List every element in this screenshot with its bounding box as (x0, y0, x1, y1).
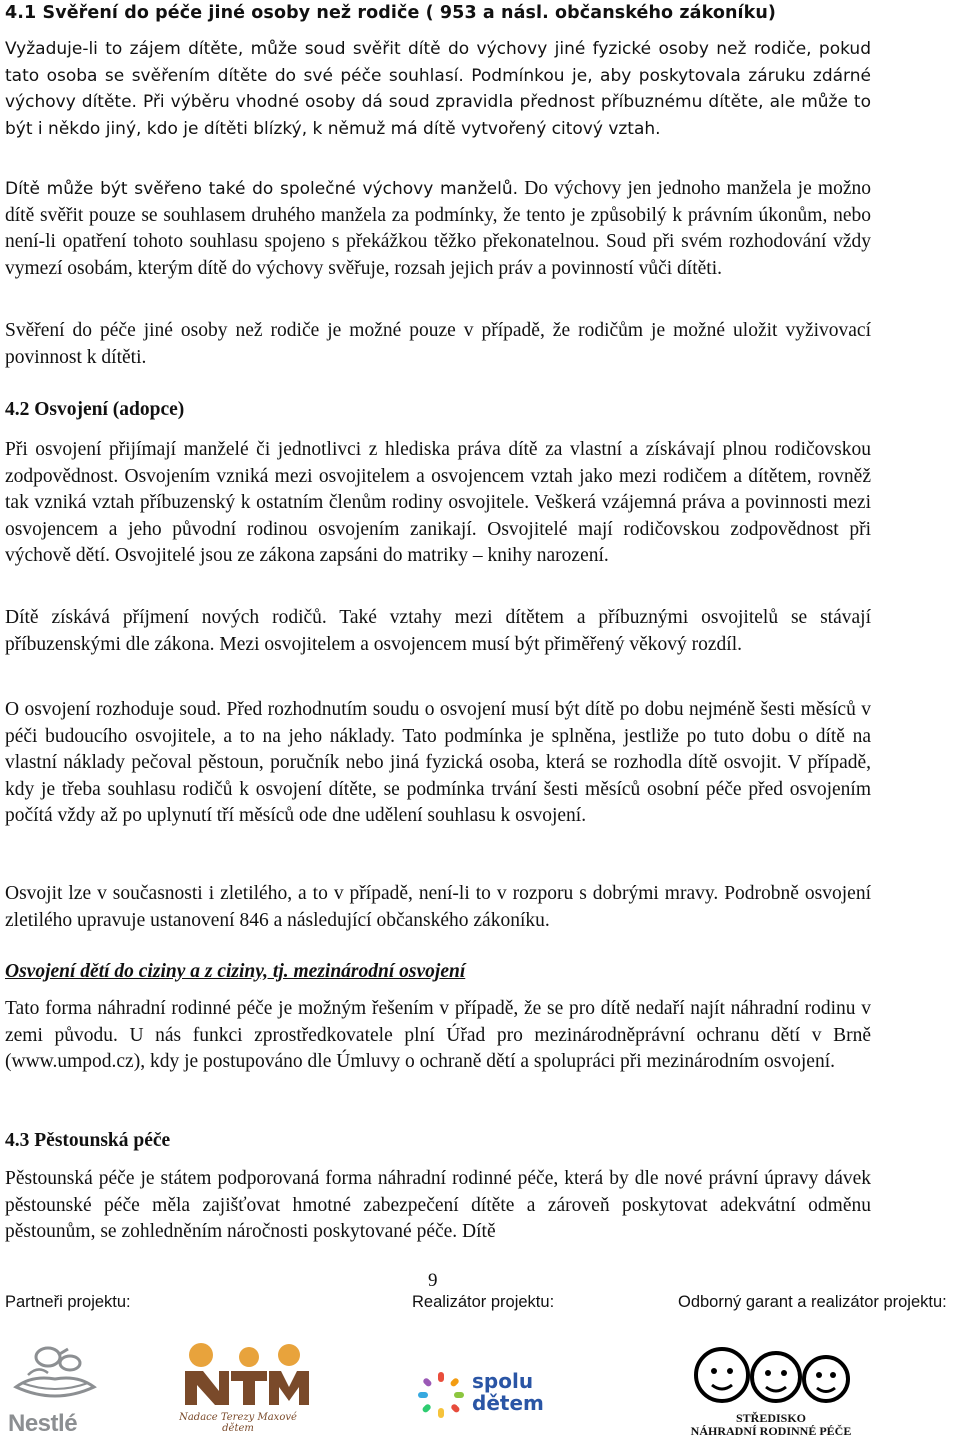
paragraph-4-2-1: Při osvojení přijímají manželé či jednotlivci z hlediska práva dítě za vlastní a získávají plnou rodičovskou zodpovědnost. Osvojením vzniká mezi osvojitelem a osvojencem vztah jako mezi rodičem a dítětem, rovněž tak vzniká vztah příbuzenský k ostatním členům rodiny osvojitele. Veškerá vzájemná práva a povinnosti mezi osvojencem a jeho původní rodinou osvojením zanikají. Osvojitelé mají rodičovskou zodpovědnost při výchově dětí. Osvojitelé jsou ze zákona zapsáni do matriky – knihy narození. (5, 439, 871, 566)
paragraph-4-2-4: Osvojit lze v současnosti i zletilého, a to v případě, není-li to v rozporu s dobrými mravy. Podrobně osvojení zletilého upravuje ustanovení 846 a následující občanského zákoníku. (5, 883, 871, 931)
nestle-wordmark: Nestlé (8, 1410, 78, 1437)
paragraph-intl-1: Tato forma náhradní rodinné péče je možným řešením v případě, že se pro dítě nedaří najít náhradní rodinu v zemi původu. U nás funkci zprostředkovatele plní Úřad pro mezinárodněprávní ochranu dětí v Brně (www.umpod.cz), kdy je postupováno dle Úmluvy o ochraně dětí a spolupráci při mezinárodním osvojení. (5, 998, 871, 1072)
section-heading-intl: Osvojení dětí do ciziny a z ciziny, tj. mezinárodní osvojení (5, 961, 466, 982)
ntm-logo (163, 1335, 313, 1434)
spolu-detem-wordmark: spolu dětem (472, 1369, 544, 1415)
stredisko-line-1: STŘEDISKO (735, 1411, 807, 1425)
footer-guarantor-label: Odborný garant a realizátor projektu: (678, 1293, 947, 1311)
stredisko-faces-icon (686, 1343, 856, 1407)
spolu-detem-logo (416, 1370, 566, 1422)
paragraph-4-1-2-lead: Dítě může být svěřeno také do společné výchovy manželů. (5, 179, 519, 199)
paragraph-4-3-1: Pěstounská péče je státem podporovaná forma náhradní rodinné péče, která by dle nové právní úpravy dávek pěstounské péče měla zajišťovat hmotné zabezpečení dítěte a zároveň poskytovat adekvátní odměnu pěstounům, se zohledněním náročnosti poskytované péče. Dítě (5, 1168, 871, 1242)
ntm-mark-icon (163, 1335, 313, 1407)
nestle-logo (8, 1335, 102, 1435)
paragraph-4-1-3: Svěření do péče jiné osoby než rodiče je možné pouze v případě, že rodičům je možné uložit vyživovací povinnost k dítěti. (5, 320, 871, 368)
paragraph-4-2-3: O osvojení rozhoduje soud. Před rozhodnutím soudu o osvojení musí být dítě po dobu nejméně šesti měsíců v péči budoucího osvojitele, a to na jeho náklady. Tato podmínka je splněna, jestliže po tuto dobu o dítě na vlastní náklady pečoval pěstoun, poručník nebo jiná fyzická osoba, která se rozhodla dítě osvojit. V případě, kdy je třeba souhlasu rodičů k osvojení dítěte, se podmínka trvání šesti měsíců osobní péče před osvojením počítá vždy až po uplynutí tří měsíců ode dne udělení souhlasu k osvojení. (5, 699, 871, 826)
paragraph-4-1-2-rest: Do výchovy jen jednoho manžela je možno dítě svěřit pouze se souhlasem druhého manžela za podmínky, že tento je způsobilý k právním úkonům, nebo není-li opatření tohoto souhlasu spojeno s překážkou těžko překonatelnou. Soud při svém rozhodování vždy vymezí osobám, kterým dítě do výchovy svěřuje, rozsah jejich práv a povinností vůči dítěti. (5, 178, 871, 279)
footer-realizer-label: Realizátor projektu: (412, 1293, 555, 1311)
stredisko-logo (686, 1343, 856, 1438)
paragraph-4-1-2 (5, 176, 871, 282)
nestle-nest-icon (8, 1335, 102, 1405)
page-number: 9 (428, 1270, 438, 1291)
ntm-caption: Nadace Terezy Maxové dětem (179, 1412, 297, 1434)
spolu-detem-burst-icon (416, 1370, 466, 1420)
paragraph-4-1-1: Vyžaduje-li to zájem dítěte, může soud svěřit dítě do výchovy jiné fyzické osoby než rodiče, pokud tato osoba se svěřením dítěte do své péče souhlasí. Podmínkou je, aby poskytovala záruku zdárné výchovy dítěte. Při výběru vhodné osoby dá soud zpravidla přednost příbuznému dítěte, ale může to být i někdo jiný, kdo je dítěti blízký, k němuž má dítě vytvořený citový vztah. (5, 39, 871, 139)
section-heading-4-1: 4.1 Svěření do péče jiné osoby než rodiče ( 953 a násl. občanského zákoníku) (5, 3, 777, 23)
stredisko-line-2: NÁHRADNÍ RODINNÉ PÉČE (690, 1424, 852, 1438)
paragraph-4-2-2: Dítě získává příjmení nových rodičů. Také vztahy mezi dítětem a příbuznými osvojitelů se stávají příbuzenskými dle zákona. Mezi osvojitelem a osvojencem musí být přiměřený věkový rozdíl. (5, 607, 871, 655)
section-heading-4-3: 4.3 Pěstounská péče (5, 1130, 171, 1151)
footer-partners-label: Partneři projektu: (5, 1293, 131, 1311)
section-heading-4-2: 4.2 Osvojení (adopce) (5, 399, 185, 420)
